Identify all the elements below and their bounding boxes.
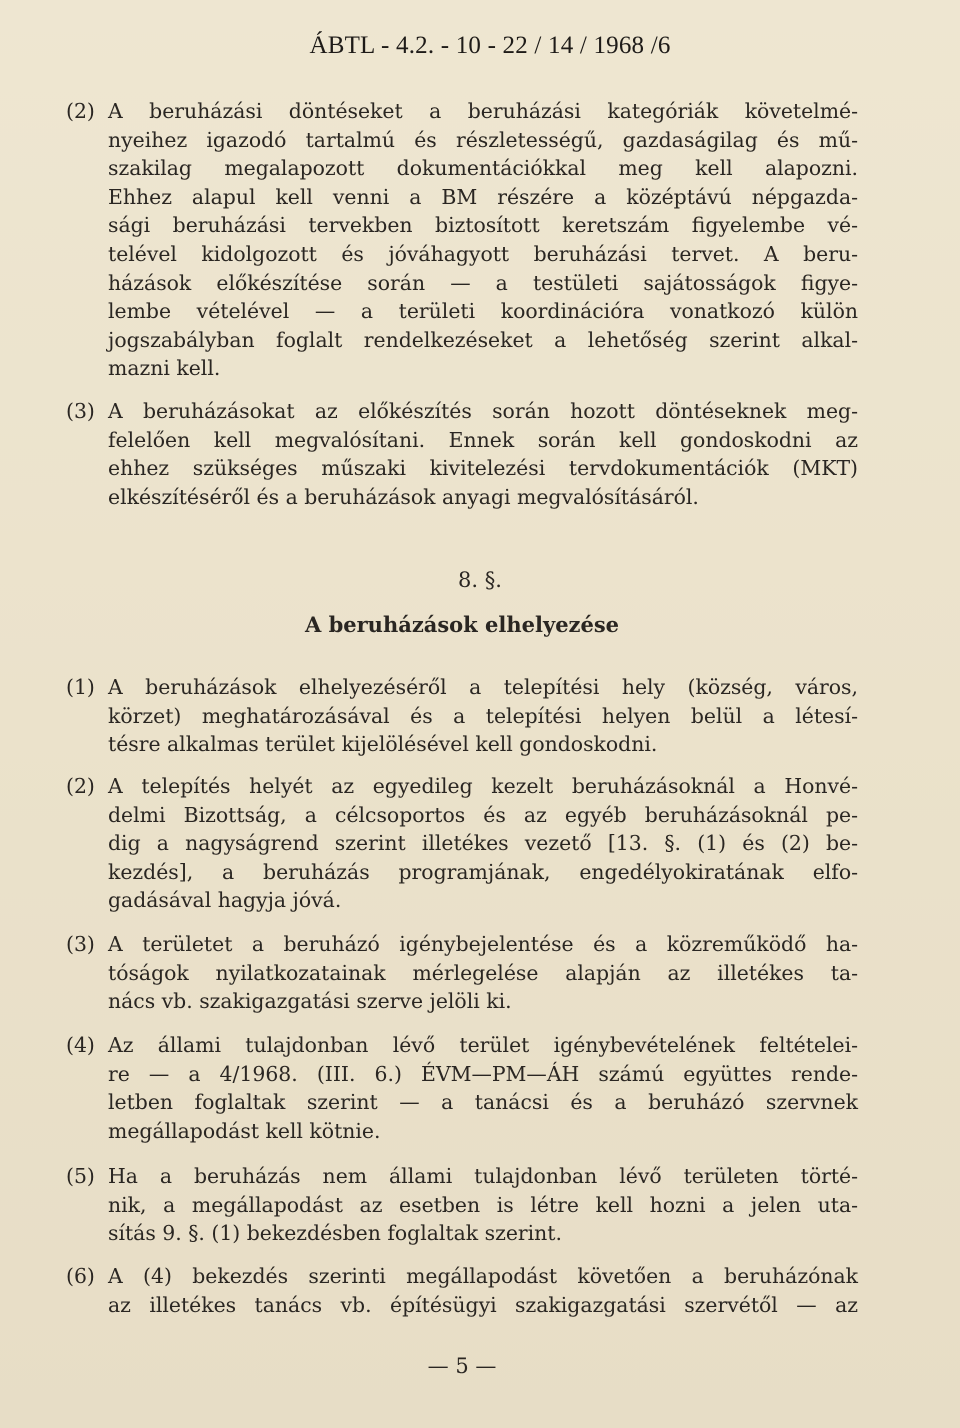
paragraph-text [108, 772, 858, 915]
text-line: A beruházásokat az előkészítés során hozott döntéseknek meg- [108, 399, 858, 423]
text-line: lembe vételével — a területi koordinációra vonatkozó külön [108, 299, 858, 324]
paragraph-text [108, 397, 858, 511]
text-line: A (4) bekezdés szerinti megállapodást követően a beruházónak [108, 1264, 858, 1288]
text-line: Az állami tulajdonban lévő terület igénybevételének feltételei- [108, 1033, 858, 1057]
paragraph-text [108, 97, 858, 383]
text-line: kezdés], a beruházás programjának, engedélyokiratának elfo- [108, 859, 858, 884]
text-line: dig a nagyságrend szerint illetékes vezető [13. §. (1) és (2) be- [108, 831, 858, 856]
text-line: az illetékes tanács vb. építésügyi szakigazgatási szervétől — az [108, 1292, 858, 1317]
text-line: megállapodást kell kötnie. [108, 1118, 381, 1143]
paragraph-text [108, 1031, 858, 1145]
text-line: Ha a beruházás nem állami tulajdonban lévő területen törté- [108, 1164, 858, 1188]
paragraph-number: (6) [66, 1264, 95, 1288]
text-line: tésre alkalmas terület kijelölésével kell gondoskodni. [108, 732, 658, 757]
paragraph-number: (1) [66, 675, 95, 699]
paragraph-number: (3) [66, 932, 95, 956]
paragraph-text [108, 930, 858, 1016]
text-line: sági beruházási tervekben biztosított keretszám figyelembe vé- [108, 213, 858, 238]
paragraph-number: (5) [66, 1164, 95, 1188]
archive-reference: ÁBTL - 4.2. - 10 - 22 / 14 / 1968 /6 [309, 32, 671, 59]
paragraph-8-3 [66, 930, 858, 1016]
paragraph-8-6 [66, 1262, 858, 1319]
paragraph-7-2 [66, 97, 858, 383]
text-line: jogszabályban foglalt rendelkezéseket a lehetőség szerint alkal- [108, 327, 858, 352]
paragraph-number: (3) [66, 399, 95, 423]
text-line: delmi Bizottság, a célcsoportos és az egyéb beruházásoknál pe- [108, 802, 858, 827]
text-line: letben foglaltak szerint — a tanácsi és a beruházó szervnek [108, 1090, 858, 1115]
paragraph-7-3 [66, 397, 858, 511]
paragraph-text [108, 673, 858, 759]
section-number: 8. §. [458, 568, 502, 592]
text-line: házások előkészítése során — a testületi sajátosságok figye- [108, 270, 858, 295]
text-line: A területet a beruházó igénybejelentése és a közreműködő ha- [108, 932, 858, 956]
text-line: szakilag megalapozott dokumentációkkal meg kell alapozni. [108, 156, 858, 181]
text-line: re — a 4/1968. (III. 6.) ÉVM—PM—ÁH számú együttes rende- [108, 1061, 858, 1086]
paragraph-8-5 [66, 1162, 858, 1248]
text-line: telével kidolgozott és jóváhagyott beruházási tervet. A beru- [108, 241, 858, 266]
text-line: tóságok nyilatkozatainak mérlegelése alapján az illetékes ta- [108, 960, 858, 985]
text-line: nyeihez igazodó tartalmú és részletességű, gazdaságilag és mű- [108, 127, 858, 152]
text-line: sítás 9. §. (1) bekezdésben foglaltak szerint. [108, 1221, 562, 1246]
text-line: Ehhez alapul kell venni a BM részére a középtávú népgazda- [108, 184, 858, 209]
paragraph-8-1 [66, 673, 858, 759]
paragraph-number: (4) [66, 1033, 95, 1057]
section-title: A beruházások elhelyezése [304, 612, 620, 637]
text-line: A beruházási döntéseket a beruházási kategóriák követelmé- [108, 99, 858, 123]
text-line: gadásával hagyja jóvá. [108, 888, 342, 913]
page-number: — 5 — [427, 1354, 497, 1378]
paragraph-text [108, 1262, 858, 1319]
paragraph-8-2 [66, 772, 858, 915]
text-line: nik, a megállapodást az esetben is létre kell hozni a jelen uta- [108, 1192, 858, 1217]
text-line: felelően kell megvalósítani. Ennek során kell gondoskodni az [108, 427, 858, 452]
paragraph-8-4 [66, 1031, 858, 1145]
text-line: ehhez szükséges műszaki kivitelezési tervdokumentációk (MKT) [108, 456, 858, 481]
paragraph-text [108, 1162, 858, 1248]
text-line: A beruházások elhelyezéséről a telepítési hely (község, város, [108, 675, 858, 699]
paragraph-number: (2) [66, 774, 95, 798]
text-line: A telepítés helyét az egyedileg kezelt beruházásoknál a Honvé- [108, 774, 858, 798]
text-line: mazni kell. [108, 356, 221, 381]
text-line: elkészítéséről és a beruházások anyagi megvalósításáról. [108, 484, 699, 509]
text-line: körzet) meghatározásával és a telepítési helyen belül a létesí- [108, 703, 858, 728]
paragraph-number: (2) [66, 99, 95, 123]
text-line: nács vb. szakigazgatási szerve jelöli ki. [108, 989, 512, 1014]
